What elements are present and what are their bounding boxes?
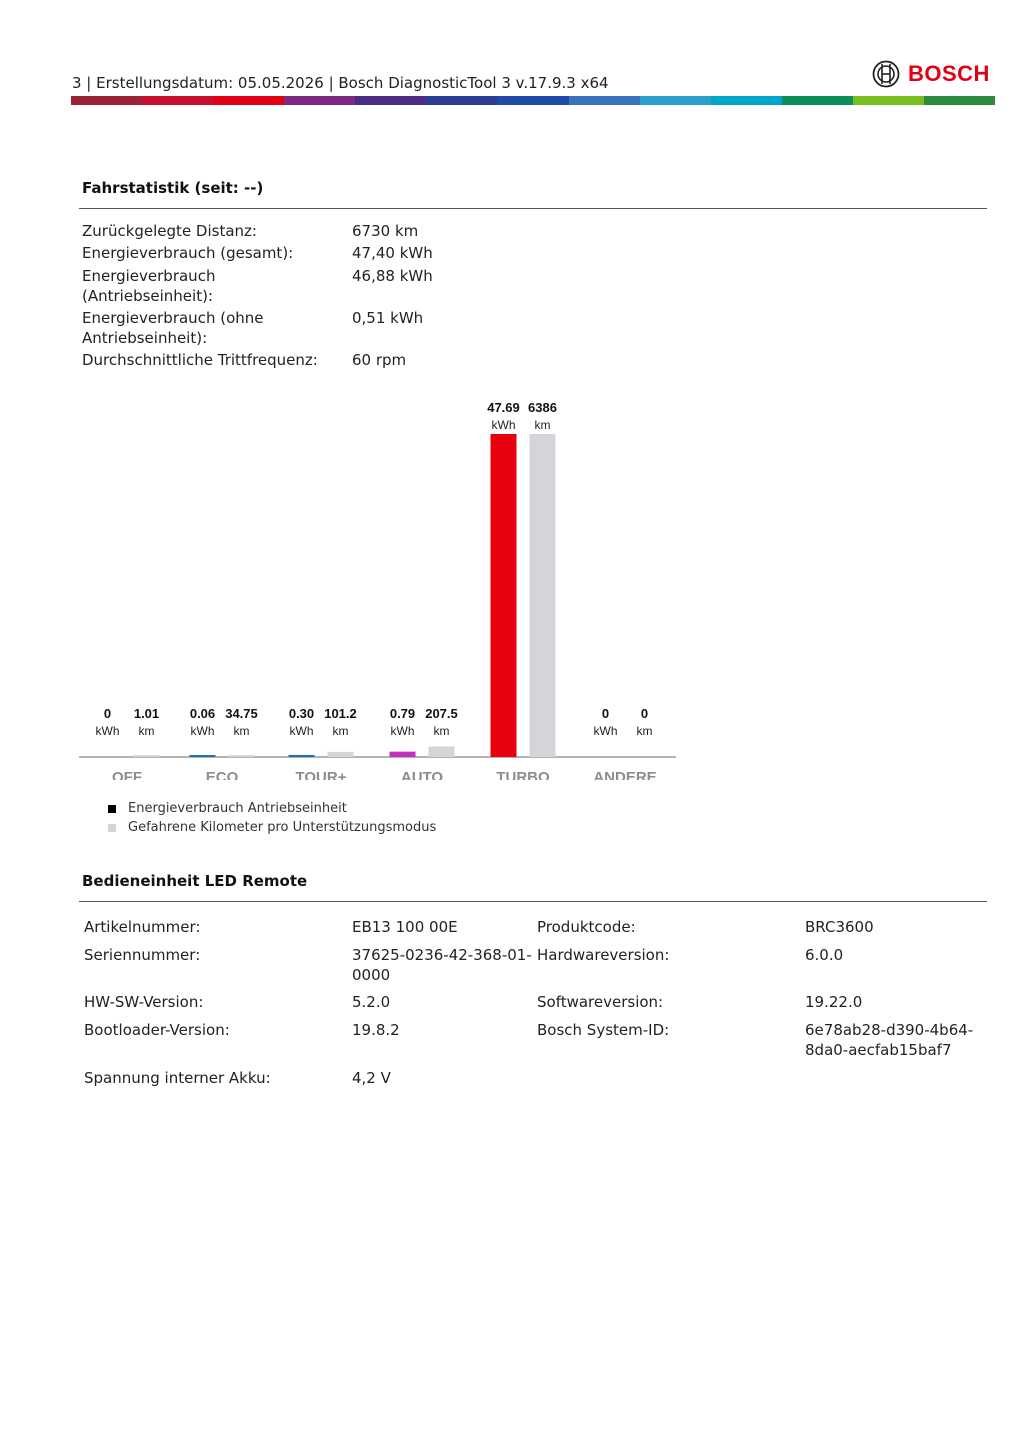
info-value-serial-number: 37625-0236-42-368-01- 0000 bbox=[352, 946, 532, 984]
bar-distance-auto bbox=[429, 747, 455, 757]
bar-distance-unit-label: km bbox=[138, 724, 155, 738]
bar-energy-unit-label: kWh bbox=[190, 724, 215, 738]
stat-label: Energieverbrauch (ohne Antriebseinheit): bbox=[82, 309, 264, 347]
page-header-text: 3 | Erstellungsdatum: 05.05.2026 | Bosch DiagnosticTool 3 v.17.9.3 x64 bbox=[72, 74, 609, 92]
bar-energy-unit-label: kWh bbox=[593, 724, 618, 738]
bar-distance-value-label: 0 bbox=[640, 706, 649, 721]
bar-distance-value-label: 1.01 bbox=[133, 706, 160, 721]
info-label-article-number: Artikelnummer: bbox=[84, 918, 201, 936]
bar-distance-eco bbox=[229, 755, 255, 757]
info-label-product-code: Produktcode: bbox=[537, 918, 636, 936]
stripe-segment bbox=[782, 96, 853, 105]
bar-distance-unit-label: km bbox=[636, 724, 653, 738]
bar-distance-unit-label: km bbox=[233, 724, 250, 738]
category-label-auto: AUTO bbox=[400, 769, 444, 780]
category-label-tour+: TOUR+ bbox=[295, 769, 347, 780]
bar-distance-value-label: 101.2 bbox=[324, 706, 357, 721]
info-label-serial-number: Seriennummer: bbox=[84, 946, 201, 964]
info-label-software-version: Softwareversion: bbox=[537, 993, 664, 1011]
bar-energy-value-label: 0.30 bbox=[288, 706, 315, 721]
stripe-segment bbox=[640, 96, 711, 105]
ride-stats-divider bbox=[79, 208, 987, 209]
category-label-off: OFF bbox=[112, 769, 142, 780]
bar-distance-off bbox=[134, 755, 160, 757]
bar-distance-unit-label: km bbox=[534, 418, 551, 432]
bar-distance-value-label: 34.75 bbox=[225, 706, 258, 721]
stat-label: Energieverbrauch (gesamt): bbox=[82, 244, 294, 262]
info-value-battery-voltage: 4,2 V bbox=[352, 1069, 391, 1087]
legend-item-energy bbox=[108, 799, 436, 818]
info-value-hw-sw-version: 5.2.0 bbox=[352, 993, 391, 1011]
bosch-logo-text: BOSCH bbox=[908, 61, 990, 86]
info-value-system-id: 6e78ab28-d390-4b64- 8da0-aecfab15baf7 bbox=[805, 1021, 974, 1059]
bar-energy-unit-label: kWh bbox=[390, 724, 415, 738]
legend-item-distance bbox=[108, 818, 436, 837]
bar-distance-value-label: 6386 bbox=[528, 400, 557, 415]
assist-mode-chart bbox=[0, 380, 700, 780]
stat-label: Energieverbrauch (Antriebseinheit): bbox=[82, 267, 216, 305]
info-label-system-id: Bosch System-ID: bbox=[537, 1021, 670, 1039]
stripe-segment bbox=[853, 96, 924, 105]
bosch-armature-icon bbox=[872, 60, 900, 88]
stat-value: 46,88 kWh bbox=[352, 267, 433, 285]
stripe-segment bbox=[426, 96, 497, 105]
assist-mode-bar-chart bbox=[0, 380, 700, 780]
bar-distance-turbo bbox=[530, 434, 556, 757]
info-label-hw-sw-version: HW-SW-Version: bbox=[84, 993, 204, 1011]
stripe-segment bbox=[924, 96, 995, 105]
info-label-hardware-version: Hardwareversion: bbox=[537, 946, 670, 964]
legend-label-energy: Energieverbrauch Antriebseinheit bbox=[128, 801, 347, 816]
bar-energy-unit-label: kWh bbox=[289, 724, 314, 738]
remote-section-title: Bedieneinheit LED Remote bbox=[82, 872, 308, 890]
bar-energy-value-label: 0.79 bbox=[389, 706, 416, 721]
info-label-bootloader-version: Bootloader-Version: bbox=[84, 1021, 230, 1039]
info-value-article-number: EB13 100 00E bbox=[352, 918, 458, 936]
category-label-turbo: TURBO bbox=[496, 769, 550, 780]
stripe-segment bbox=[284, 96, 355, 105]
bar-energy-unit-label: kWh bbox=[95, 724, 120, 738]
legend-swatch-distance bbox=[108, 824, 116, 832]
category-label-eco: ECO bbox=[205, 769, 239, 780]
bar-distance-unit-label: km bbox=[433, 724, 450, 738]
bar-energy-value-label: 47.69 bbox=[487, 400, 520, 415]
bar-energy-turbo bbox=[491, 434, 517, 757]
bar-distance-tour+ bbox=[328, 752, 354, 757]
remote-section-divider bbox=[79, 901, 987, 902]
stat-value: 60 rpm bbox=[352, 351, 407, 369]
header-color-stripe bbox=[71, 96, 995, 105]
info-value-software-version: 19.22.0 bbox=[805, 993, 863, 1011]
bar-energy-value-label: 0 bbox=[601, 706, 610, 721]
legend-label-distance: Gefahrene Kilometer pro Unterstützungsmodus bbox=[128, 820, 437, 835]
stripe-segment bbox=[711, 96, 782, 105]
stat-value: 0,51 kWh bbox=[352, 309, 424, 327]
bar-energy-value-label: 0 bbox=[103, 706, 112, 721]
stat-value: 47,40 kWh bbox=[352, 244, 433, 262]
stripe-segment bbox=[142, 96, 213, 105]
info-label-battery-voltage: Spannung interner Akku: bbox=[84, 1069, 271, 1087]
stripe-segment bbox=[355, 96, 426, 105]
bar-distance-value-label: 207.5 bbox=[425, 706, 458, 721]
stat-value: 6730 km bbox=[352, 222, 419, 240]
stat-label: Zurückgelegte Distanz: bbox=[82, 222, 257, 240]
legend-swatch-energy bbox=[108, 805, 116, 813]
info-value-hardware-version: 6.0.0 bbox=[805, 946, 844, 964]
info-value-product-code: BRC3600 bbox=[805, 918, 874, 936]
bar-distance-unit-label: km bbox=[332, 724, 349, 738]
info-value-bootloader-version: 19.8.2 bbox=[352, 1021, 400, 1039]
ride-stats-title: Fahrstatistik (seit: --) bbox=[82, 179, 264, 197]
category-label-andere: ANDERE bbox=[593, 769, 657, 780]
bosch-logo bbox=[872, 60, 990, 88]
stat-label: Durchschnittliche Trittfrequenz: bbox=[82, 351, 318, 369]
stripe-segment bbox=[497, 96, 568, 105]
stripe-segment bbox=[71, 96, 142, 105]
stripe-segment bbox=[213, 96, 284, 105]
stripe-segment bbox=[569, 96, 640, 105]
bar-energy-tour+ bbox=[289, 755, 315, 757]
bar-energy-auto bbox=[390, 752, 416, 757]
bar-energy-unit-label: kWh bbox=[491, 418, 516, 432]
bar-energy-eco bbox=[190, 755, 216, 757]
chart-legend bbox=[108, 799, 436, 837]
bar-energy-value-label: 0.06 bbox=[189, 706, 216, 721]
